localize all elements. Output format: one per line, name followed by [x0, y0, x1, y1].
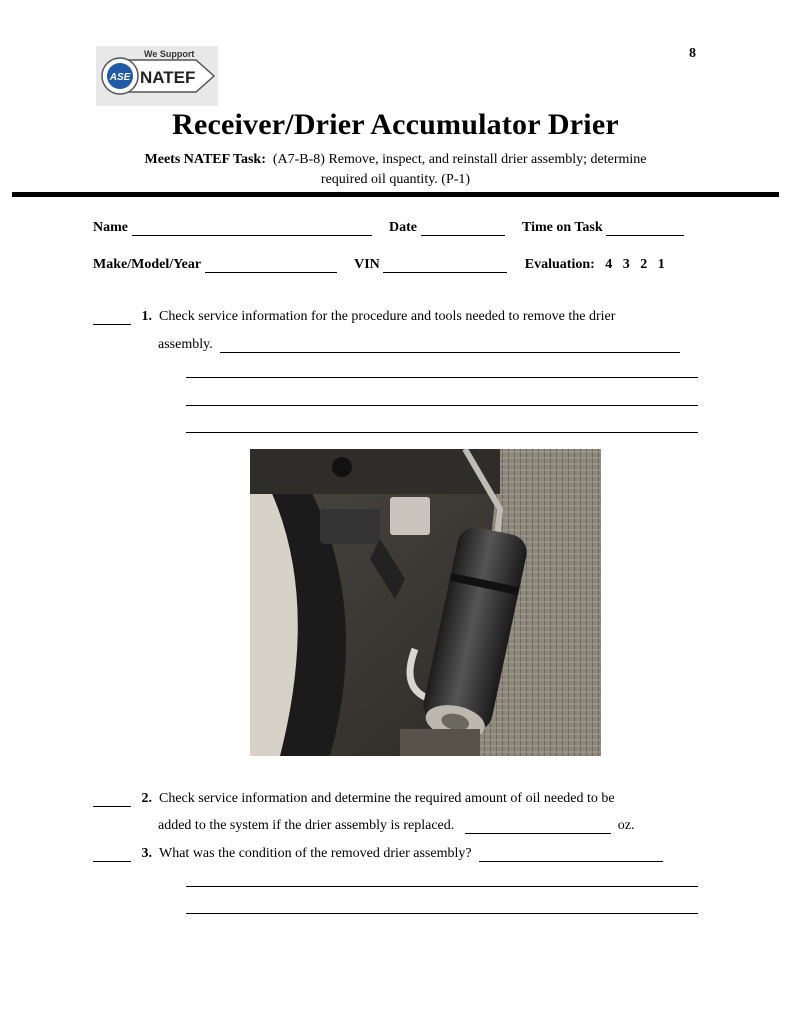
q2-check-blank[interactable]	[93, 792, 131, 807]
header-row-1	[93, 220, 684, 236]
time-on-task-label: Time on Task	[522, 220, 603, 235]
q1-answer-line-2[interactable]	[186, 377, 698, 378]
question-1-line2	[158, 337, 680, 353]
date-label: Date	[389, 220, 417, 235]
time-on-task-field[interactable]	[606, 221, 684, 236]
name-field[interactable]	[132, 221, 372, 236]
q3-check-blank[interactable]	[93, 847, 131, 862]
evaluation-scores: 4 3 2 1	[605, 257, 665, 272]
vin-label: VIN	[354, 257, 380, 272]
q2-text: Check service information and determine the required amount of oil needed to be	[159, 791, 615, 806]
name-label: Name	[93, 220, 128, 235]
q1-check-blank[interactable]	[93, 310, 131, 325]
oil-amount-field[interactable]	[465, 819, 611, 834]
question-3	[93, 846, 663, 862]
question-1	[93, 309, 615, 325]
task-text-line1: (A7-B-8) Remove, inspect, and reinstall drier assembly; determine	[272, 152, 647, 167]
q3-number: 3.	[141, 846, 152, 861]
q1-answer-line-1[interactable]	[220, 338, 680, 353]
q2-number: 2.	[141, 791, 152, 806]
q2-text-line2: added to the system if the drier assembly is replaced.	[158, 818, 455, 833]
q1-number: 1.	[141, 309, 152, 324]
date-field[interactable]	[421, 221, 505, 236]
task-description	[0, 150, 791, 190]
logo-natef-text: NATEF	[140, 68, 196, 87]
question-2-line2	[158, 818, 634, 834]
q3-answer-line-3[interactable]	[186, 913, 698, 914]
q1-answer-line-4[interactable]	[186, 432, 698, 433]
vin-field[interactable]	[383, 258, 507, 273]
q1-text: Check service information for the procedure and tools needed to remove the drier	[159, 309, 616, 324]
q1-answer-line-3[interactable]	[186, 405, 698, 406]
make-model-year-field[interactable]	[205, 258, 337, 273]
q1-text-line2: assembly.	[158, 337, 213, 352]
question-2	[93, 791, 615, 807]
q3-text: What was the condition of the removed drier assembly?	[159, 846, 472, 861]
drier-assembly-photo	[250, 449, 601, 756]
make-model-year-label: Make/Model/Year	[93, 257, 202, 272]
page-number: 8	[689, 46, 696, 61]
header-row-2	[93, 257, 665, 273]
ase-badge-text: ASE	[109, 72, 131, 83]
header-rule	[12, 192, 779, 197]
logo-tagline: We Support	[144, 49, 195, 59]
page-title: Receiver/Drier Accumulator Drier	[172, 108, 619, 141]
oil-unit: oz.	[617, 818, 635, 833]
natef-logo	[96, 46, 218, 106]
evaluation-label: Evaluation:	[524, 257, 595, 272]
q3-answer-line-2[interactable]	[186, 886, 698, 887]
task-text-line2: required oil quantity. (P-1)	[320, 172, 471, 187]
q3-answer-line-1[interactable]	[479, 847, 663, 862]
task-label: Meets NATEF Task:	[144, 152, 266, 167]
